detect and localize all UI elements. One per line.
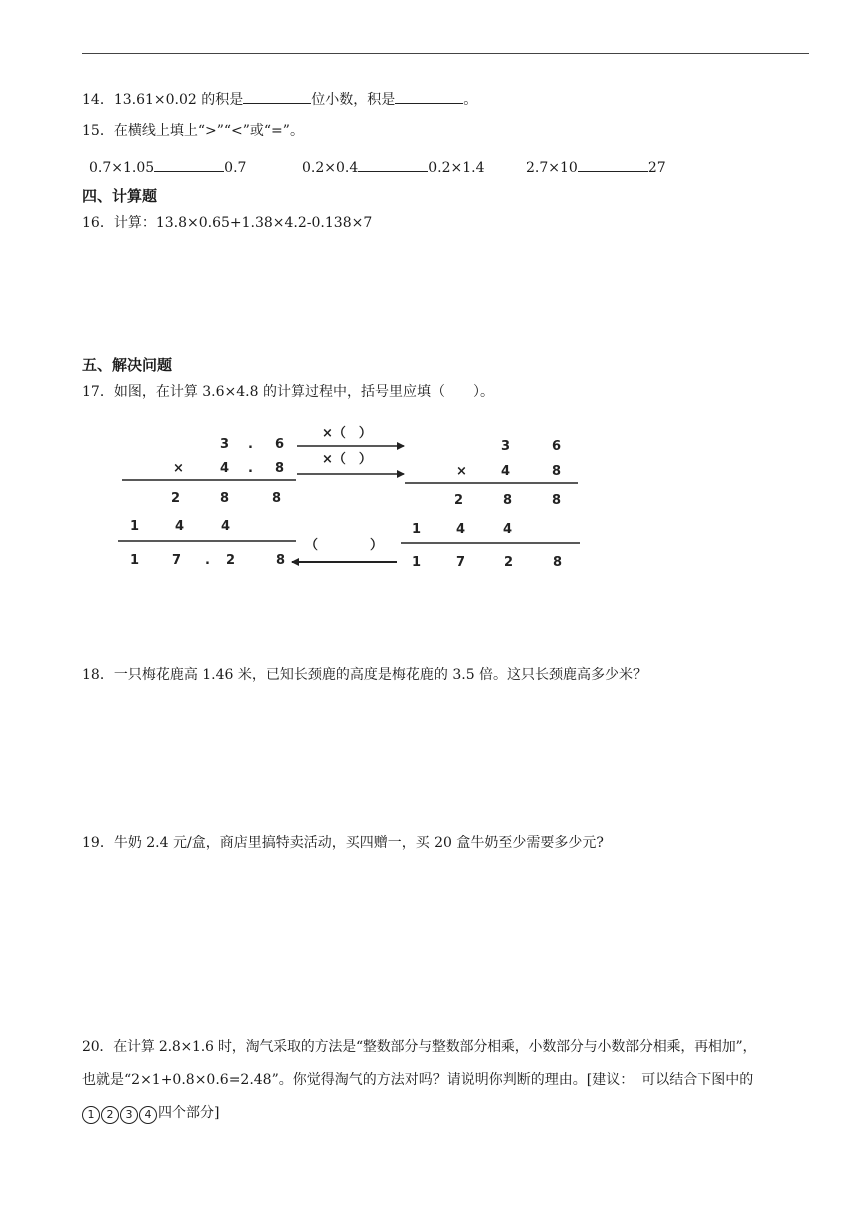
q15-item-1-right: 0.7 (224, 160, 247, 176)
left-digit-4: 4 (220, 461, 230, 476)
left-digit-3: 3 (220, 437, 230, 452)
right-partial-1-d2: 8 (503, 493, 513, 508)
left-decimal-point: . (248, 437, 253, 452)
right-digit-4: 4 (501, 464, 511, 479)
q14-text-post: 。 (463, 92, 478, 108)
left-partial-1-d2: 8 (220, 491, 230, 506)
left-result-point: . (205, 553, 210, 568)
right-times-sign: × (456, 464, 467, 479)
q14-text-mid: 位小数，积是 (311, 92, 396, 108)
left-result-d1: 1 (130, 553, 140, 568)
circled-number-4: 4 (139, 1106, 157, 1124)
question-17: 17．如图，在计算 3.6×4.8 的计算过程中，括号里应填（ ）。 (82, 384, 494, 400)
circled-number-3: 3 (120, 1106, 138, 1124)
right-digit-6: 6 (552, 439, 562, 454)
left-partial-1-d1: 2 (171, 491, 181, 506)
arrow-label-top-2: ×（ ） (322, 452, 372, 467)
left-result-d4: 8 (276, 553, 286, 568)
section-heading-calculation: 四、计算题 (82, 187, 158, 205)
question-20-line-3 (82, 1103, 219, 1124)
q15-item-2-right: 0.2×1.4 (428, 160, 485, 176)
question-20-line-2: 也就是“2×1+0.8×0.6=2.48”。你觉得淘气的方法对吗？请说明你判断的理由。[建议： 可以结合下图中的 (82, 1072, 754, 1088)
q15-item-1-left: 0.7×1.05 (89, 160, 155, 176)
question-16: 16．计算：13.8×0.65+1.38×4.2-0.138×7 (82, 215, 373, 231)
question-18: 18．一只梅花鹿高 1.46 米，已知长颈鹿的高度是梅花鹿的 3.5 倍。这只长颈鹿高多少米？ (82, 667, 648, 683)
left-result-d3: 2 (226, 553, 236, 568)
left-digit-6: 6 (275, 437, 285, 452)
right-result-d4: 8 (553, 555, 563, 570)
question-15: 15．在横线上填上“>”“<”或“=”。 (82, 123, 304, 139)
multiplication-figure (0, 0, 860, 600)
circled-number-1: 1 (82, 1106, 100, 1124)
right-digit-3: 3 (501, 439, 511, 454)
left-decimal-point-2: . (248, 461, 253, 476)
left-partial-2-d1: 1 (130, 519, 140, 534)
question-19: 19．牛奶 2.4 元/盒，商店里搞特卖活动，买四赠一，买 20 盒牛奶至少需要多少元? (82, 835, 604, 851)
right-partial-1-d3: 8 (552, 493, 562, 508)
question-20-line-1: 20．在计算 2.8×1.6 时，淘气采取的方法是“整数部分与整数部分相乘，小数部分与小数部分相乘，再相加”， (82, 1039, 757, 1055)
right-partial-1-d1: 2 (454, 493, 464, 508)
left-partial-1-d3: 8 (272, 491, 282, 506)
q15-item-3-right: 27 (647, 160, 666, 176)
right-result-d1: 1 (412, 555, 422, 570)
circled-number-2: 2 (101, 1106, 119, 1124)
arrow-label-top-1: ×（ ） (322, 426, 372, 441)
right-digit-8: 8 (552, 464, 562, 479)
left-partial-2-d2: 4 (175, 519, 185, 534)
arrow-label-bottom: （ ） (305, 538, 384, 553)
right-partial-2-d1: 1 (412, 522, 422, 537)
left-partial-2-d3: 4 (221, 519, 231, 534)
left-digit-8: 8 (275, 461, 285, 476)
right-result-d2: 7 (456, 555, 466, 570)
q20-line-3-tail: 四个部分] (158, 1105, 220, 1121)
q15-item-3-left: 2.7×10 (526, 160, 578, 176)
right-partial-2-d2: 4 (456, 522, 466, 537)
q15-item-2-left: 0.2×0.4 (302, 160, 359, 176)
section-heading-problem-solving: 五、解决问题 (82, 356, 173, 374)
left-times-sign: × (173, 461, 184, 476)
right-result-d3: 2 (504, 555, 514, 570)
q14-text-pre: 14．13.61×0.02 的积是 (82, 92, 244, 108)
left-result-d2: 7 (172, 553, 182, 568)
right-partial-2-d3: 4 (503, 522, 513, 537)
